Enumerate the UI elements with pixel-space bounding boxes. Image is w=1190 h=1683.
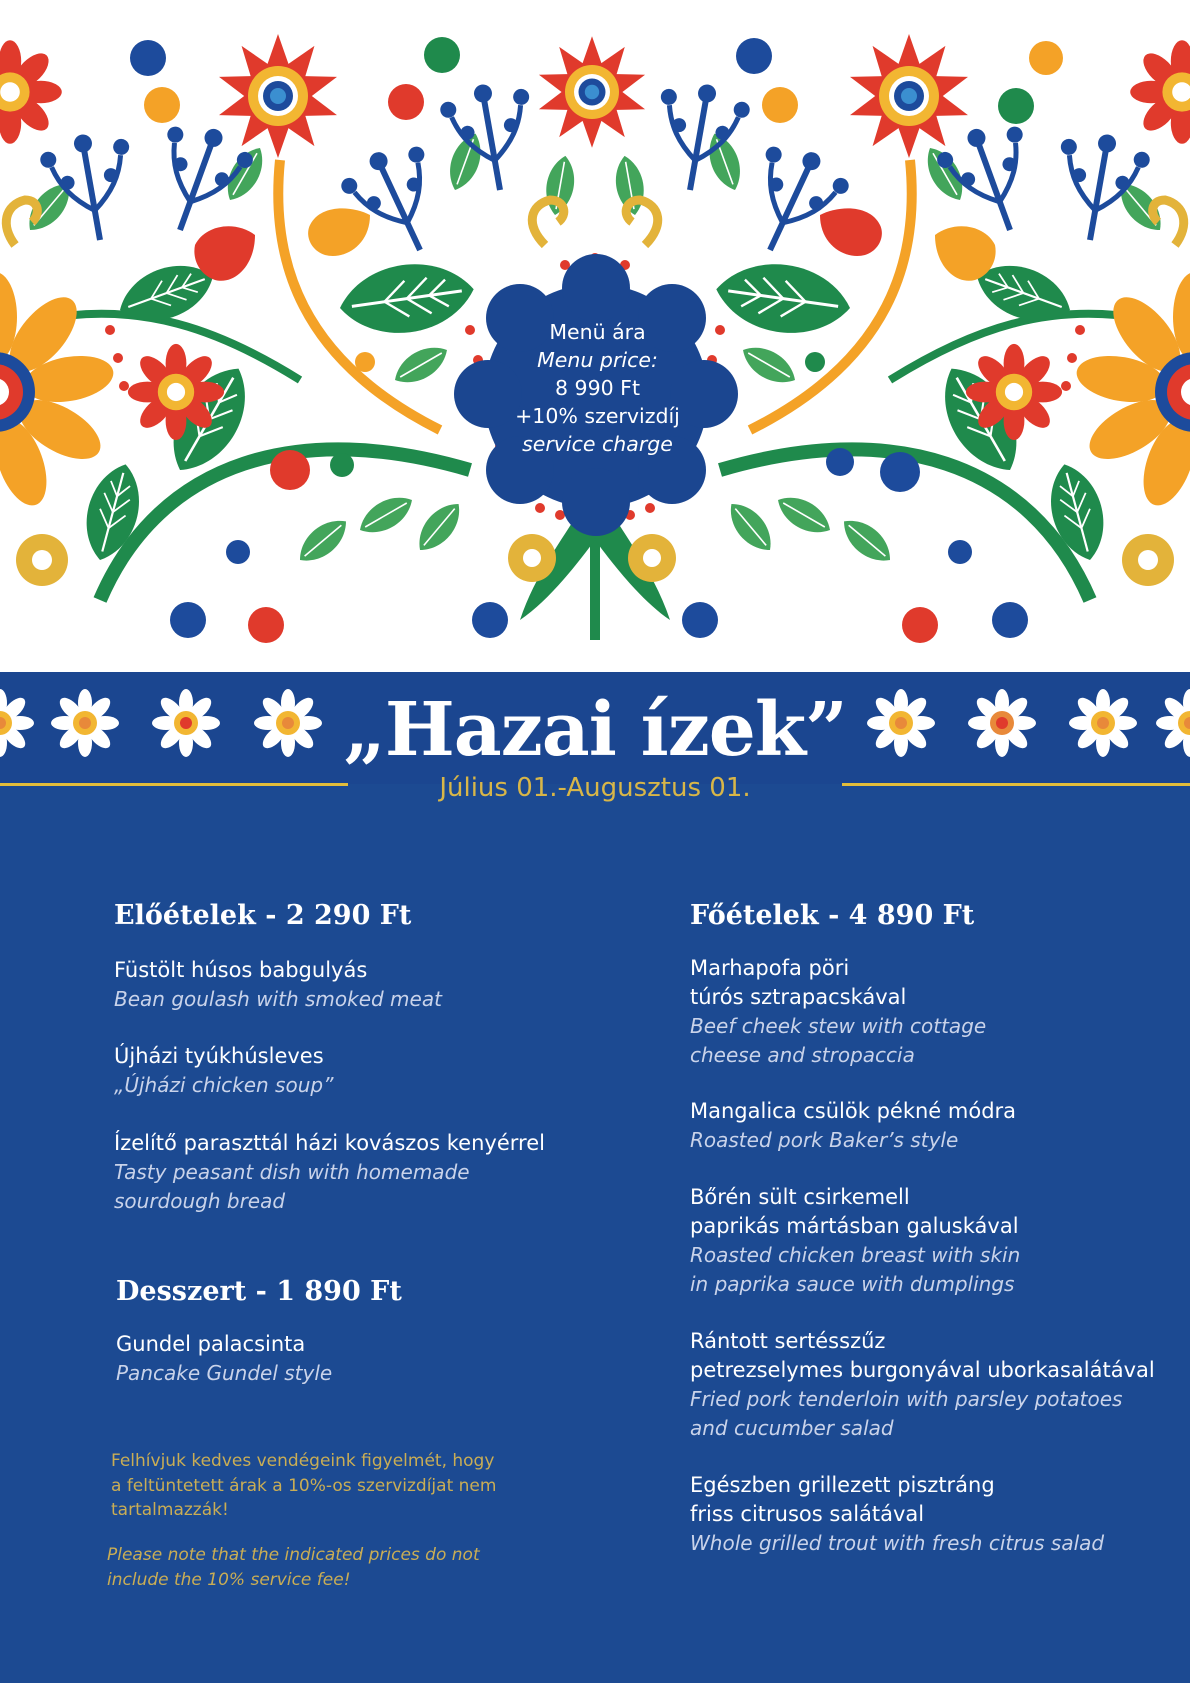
dish-name-en: „Újházi chicken soup” [114,1073,334,1097]
menu-item-main-4 [690,1327,1155,1443]
dish-name-en: Pancake Gundel style [116,1361,333,1385]
dish-name-en: Bean goulash with smoked meat [114,987,442,1011]
note-line: a feltüntetett árak a 10%-os szervizdíjat nem [111,1475,497,1496]
dish-name-hu: Rántott sertésszűz [690,1329,886,1353]
dish-name-en: cheese and stropaccia [690,1043,915,1067]
dish-name-hu: paprikás mártásban galuskával [690,1214,1019,1238]
dish-name-hu: Gundel palacsinta [116,1332,306,1356]
dish-name-hu: Marhapofa pöri [690,956,850,980]
folk-art-header [0,0,1190,672]
price-badge [470,318,725,458]
starters-heading: Előételek - 2 290 Ft [114,900,412,931]
dish-name-en: Tasty peasant dish with homemade [114,1160,470,1184]
dish-name-en: Whole grilled trout with fresh citrus salad [690,1531,1105,1555]
service-charge-hu: +10% szervizdíj [515,404,680,428]
menu-item-main-2 [690,1097,1016,1155]
note-line: include the 10% service fee! [107,1569,351,1590]
dish-name-hu: friss citrusos salátával [690,1502,925,1526]
dish-name-en: Roasted pork Baker’s style [690,1128,959,1152]
menu-item-starter-2 [114,1042,333,1100]
dish-name-hu: Újházi tyúkhúsleves [114,1044,324,1068]
dessert-heading: Desszert - 1 890 Ft [116,1276,402,1307]
note-line: Felhívjuk kedves vendégeink figyelmét, hogy [111,1451,495,1471]
dish-name-en: Roasted chicken breast with skin [690,1243,1021,1267]
menu-item-main-1 [690,954,986,1070]
menu-title: „Hazai ízek” [343,687,847,773]
menu-item-starter-1 [114,956,442,1014]
dish-name-en: in paprika sauce with dumplings [690,1272,1015,1296]
service-fee-note-hu [111,1449,496,1523]
menu-item-dessert-1 [116,1330,332,1388]
dish-name-en: sourdough bread [114,1189,286,1213]
menu-item-main-3 [690,1183,1020,1299]
service-fee-note-en [107,1543,480,1592]
dish-name-hu: petrezselymes burgonyával uborkasalátával [690,1358,1155,1382]
date-range: Július 01.-Augusztus 01. [439,773,751,803]
dish-name-hu: Füstölt húsos babgulyás [114,958,368,982]
dish-name-hu: Egészben grillezett pisztráng [690,1473,995,1497]
dish-name-hu: Bőrén sült csirkemell [690,1185,910,1209]
service-charge-en: service charge [522,432,673,456]
menu-price: 8 990 Ft [554,376,641,400]
price-label-hu: Menü ára [549,320,646,344]
dish-name-en: Beef cheek stew with cottage [690,1014,987,1038]
dish-name-hu: Ízelítő paraszttál házi kovászos kenyérrel [114,1131,545,1155]
menu-item-starter-3 [114,1129,545,1216]
dish-name-en: and cucumber salad [690,1416,894,1440]
note-line: tartalmazzák! [111,1500,229,1520]
mains-heading: Főételek - 4 890 Ft [690,900,975,931]
note-line: Please note that the indicated prices do not [107,1545,480,1565]
dish-name-hu: túrós sztrapacskával [690,985,907,1009]
dish-name-en: Fried pork tenderloin with parsley potatoes [690,1387,1123,1411]
price-label-en: Menu price: [537,348,658,372]
menu-item-main-5 [690,1471,1104,1558]
dish-name-hu: Mangalica csülök pékné módra [690,1099,1017,1123]
